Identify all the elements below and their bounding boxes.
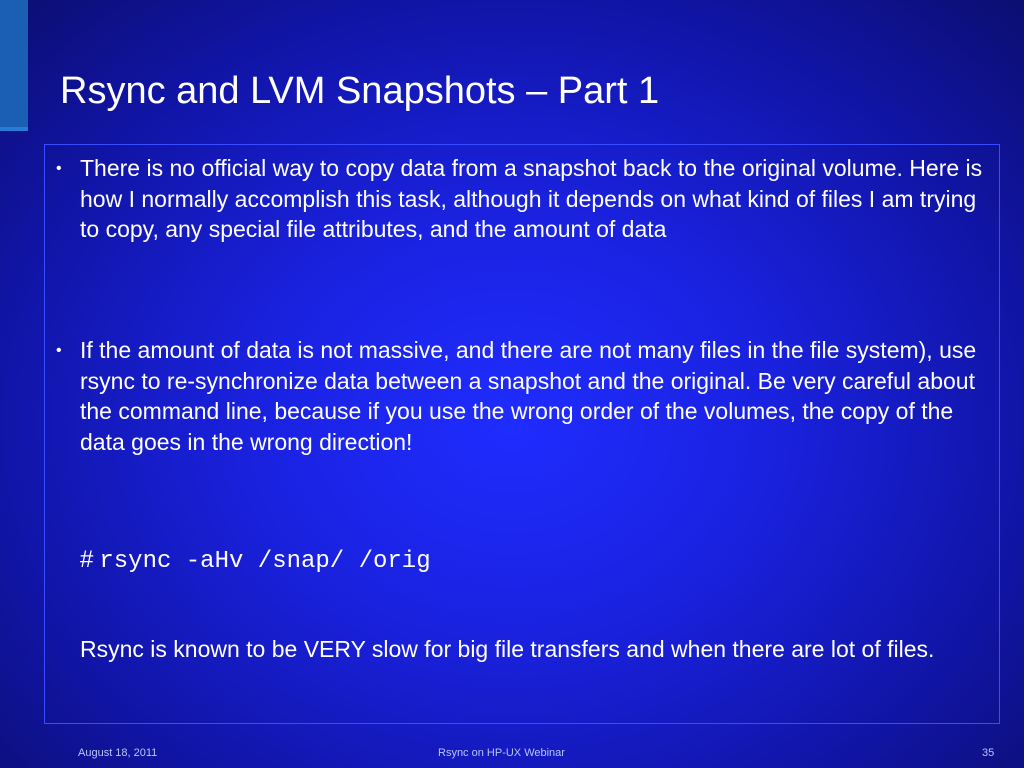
command-text: rsync -aHv /snap/ /orig xyxy=(99,548,431,575)
footer-page-number: 35 xyxy=(982,747,995,759)
bullet-marker-2: • xyxy=(56,342,62,359)
note-text: Rsync is known to be VERY slow for big file transfers and when there are lot of files. xyxy=(80,636,935,662)
footer-date: August 18, 2011 xyxy=(78,747,158,759)
command-line xyxy=(80,544,431,578)
footer-title: Rsync on HP-UX Webinar xyxy=(438,747,565,759)
bullet-marker-1: • xyxy=(56,160,62,177)
command-prompt: # xyxy=(80,546,94,573)
left-accent-bar xyxy=(0,0,28,130)
title-accent-rule xyxy=(0,127,28,131)
bullet-text-2: If the amount of data is not massive, and there are not many files in the file system), use rsync to re-synchronize data between a snapshot and the original. Be very careful about the command line, because if you use the wrong order of the volumes, the copy of the data goes in the wrong direction! xyxy=(80,337,977,455)
slide-title: Rsync and LVM Snapshots – Part 1 xyxy=(60,70,660,112)
bullet-text-1: There is no official way to copy data from a snapshot back to the original volume. Here is how I normally accomplish this task, although it depends on what kind of files I am trying to copy, any special file attributes, and the amount of data xyxy=(80,155,983,242)
